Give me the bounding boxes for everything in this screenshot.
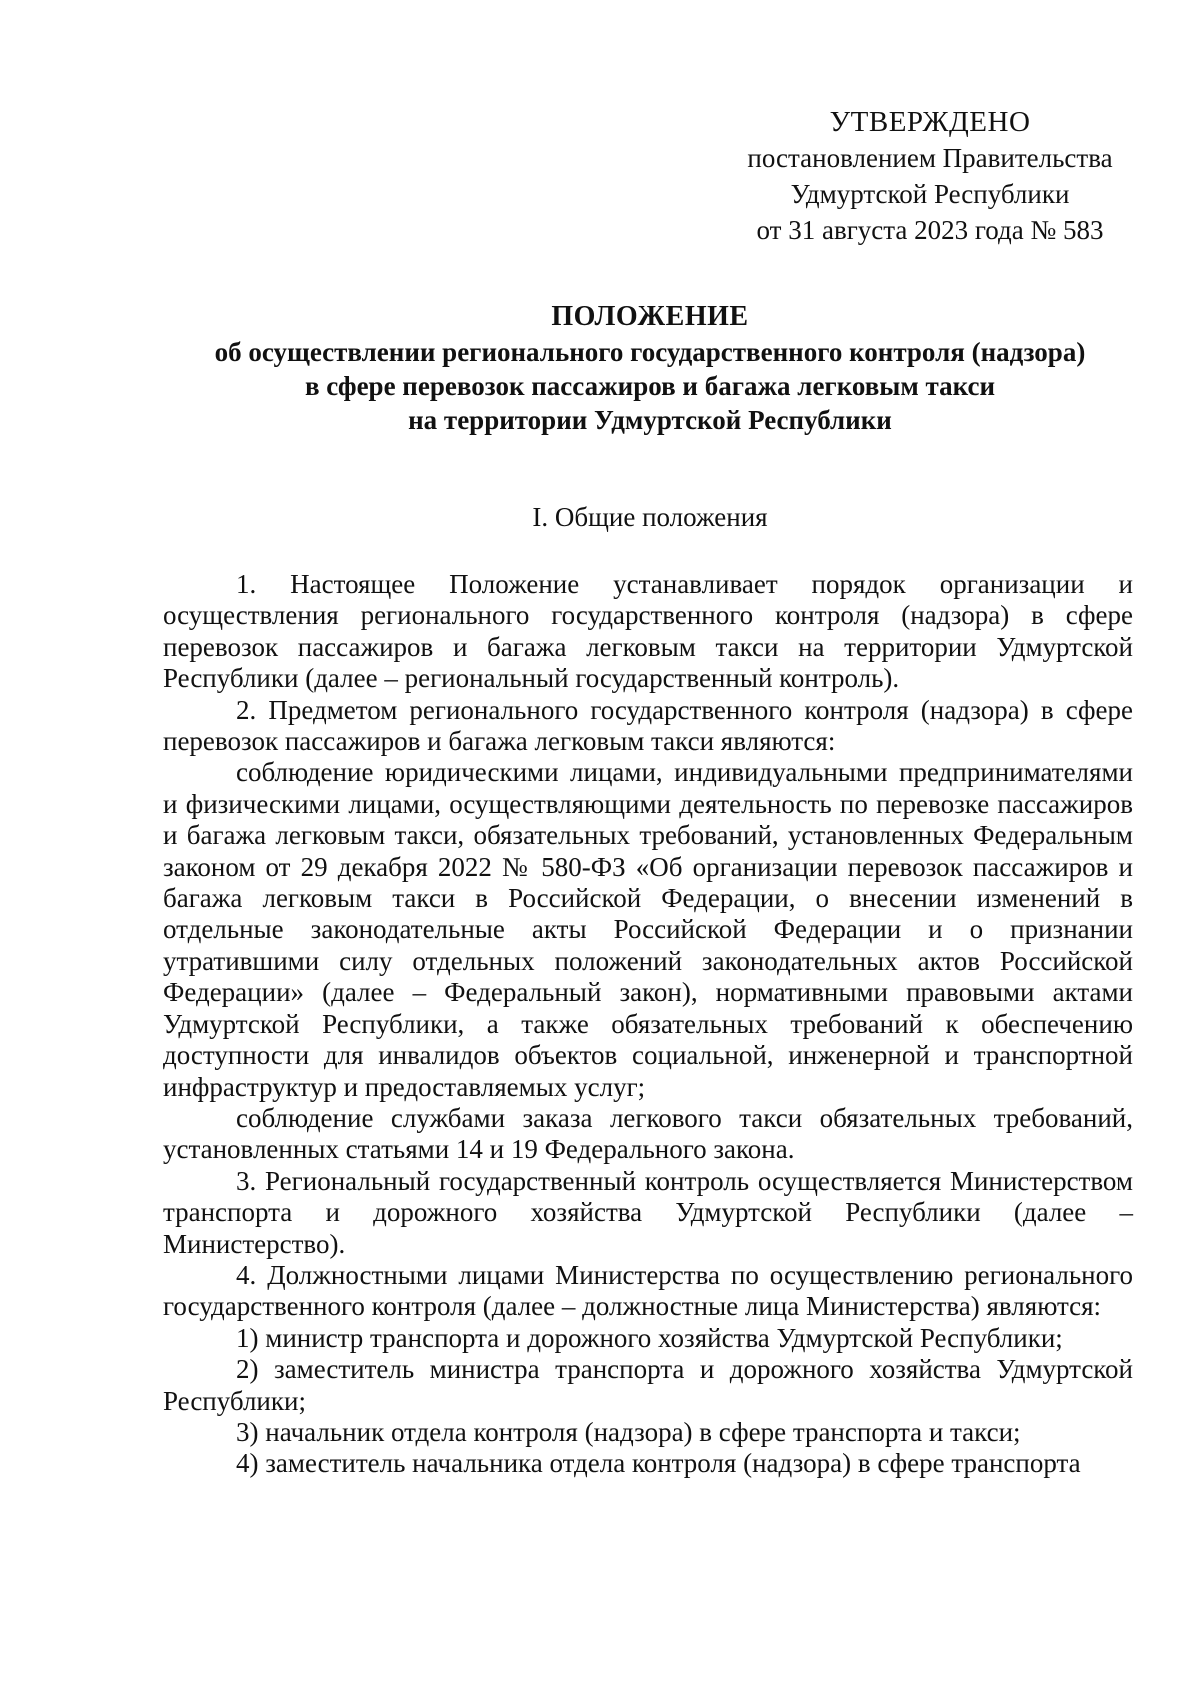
document-title-block bbox=[160, 300, 1140, 437]
document-subtitle-3: на территории Удмуртской Республики bbox=[408, 405, 892, 435]
paragraph-1: 1. Настоящее Положение устанавливает порядок организации и осуществления регионального государственного контроля (надзора) в сфере перевозок пассажиров и багажа легковым такси на территории Удмуртской Республики (далее – региональный государственный контроль). bbox=[163, 569, 1133, 694]
approval-line-1: постановлением Правительства bbox=[747, 143, 1113, 173]
list-item-1: 1) министр транспорта и дорожного хозяйства Удмуртской Республики; bbox=[236, 1322, 1063, 1353]
paragraph-4: соблюдение службами заказа легкового такси обязательных требований, установленных статьями 14 и 19 Федерального закона. bbox=[163, 1102, 1133, 1165]
document-subtitle-2: в сфере перевозок пассажиров и багажа легковым такси bbox=[304, 371, 996, 401]
approval-stamp bbox=[740, 104, 1120, 248]
approval-line-2: Удмуртской Республики bbox=[790, 179, 1070, 209]
document-subtitle-1: об осуществлении регионального государственного контроля (надзора) bbox=[214, 337, 1086, 367]
approval-line-3: от 31 августа 2023 года № 583 bbox=[756, 215, 1104, 245]
section-heading: I. Общие положения bbox=[532, 502, 768, 532]
list-item-4: 4) заместитель начальника отдела контроля (надзора) в сфере транспорта bbox=[236, 1448, 1081, 1479]
paragraph-3: соблюдение юридическими лицами, индивидуальными предпринимателями и физическими лицами, осуществляющими деятельность по перевозке пассажиров и багажа легковым такси, обязательных требований, установленных Федеральным законом от 29 декабря 2022 № 580-ФЗ «Об организации перевозок пассажиров и багажа легковым такси в Российской Федерации, о внесении изменений в отдельные законодательные акты Российской Федерации и о признании утратившими силу отдельных положений законодательных актов Российской Федерации» (далее – Федеральный закон), нормативными правовыми актами Удмуртской Республики, а также обязательных требований к обеспечению доступности для инвалидов объектов социальной, инженерной и транспортной инфраструктур и предоставляемых услуг; bbox=[163, 757, 1133, 1102]
list-item-3: 3) начальник отдела контроля (надзора) в сфере транспорта и такси; bbox=[236, 1416, 1021, 1447]
list-item-2: 2) заместитель министра транспорта и дорожного хозяйства Удмуртской Республики; bbox=[163, 1354, 1133, 1416]
document-title: ПОЛОЖЕНИЕ bbox=[551, 301, 749, 332]
paragraph-6: 4. Должностными лицами Министерства по осуществлению регионального государственного контроля (далее – должностные лица Министерства) являются: bbox=[163, 1259, 1133, 1322]
paragraph-5: 3. Региональный государственный контроль осуществляется Министерством транспорта и дорожного хозяйства Удмуртской Республики (далее – Министерство). bbox=[163, 1165, 1133, 1259]
approval-title: УТВЕРЖДЕНО bbox=[829, 106, 1031, 138]
paragraph-2: 2. Предметом регионального государственного контроля (надзора) в сфере перевозок пассажиров и багажа легковым такси являются: bbox=[163, 694, 1133, 757]
document-body bbox=[163, 569, 1133, 1480]
